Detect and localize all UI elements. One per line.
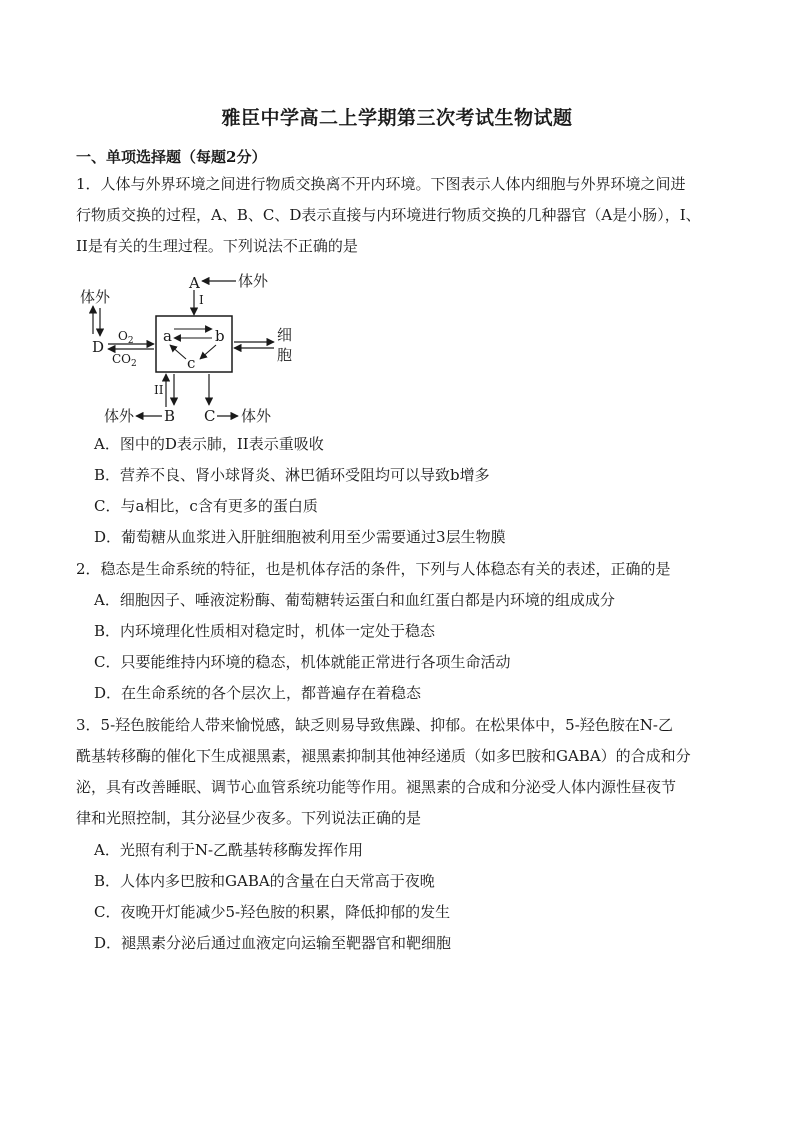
label-cell-2: 胞: [277, 346, 293, 364]
q3-option-b: B．人体内多巴胺和GABA的含量在白天常高于夜晚: [94, 872, 435, 890]
q1-line-3: II是有关的生理过程。下列说法不正确的是: [76, 237, 358, 255]
page-title: 雅臣中学高二上学期第三次考试生物试题: [221, 107, 573, 129]
label-outside-left: 体外: [80, 288, 111, 306]
q1-option-b: B．营养不良、肾小球肾炎、淋巴循环受阻均可以导致b增多: [94, 466, 490, 484]
label-a-fluid: a: [163, 327, 172, 345]
label-a-organ: A: [189, 274, 200, 292]
label-co2: $CO_2$: [112, 352, 137, 369]
q2-option-d: D．在生命系统的各个层次上，都普遍存在着稳态: [94, 684, 422, 702]
q3-option-c: C．夜晚开灯能减少5-羟色胺的积累，降低抑郁的发生: [94, 903, 451, 921]
q2-option-c: C．只要能维持内环境的稳态，机体就能正常进行各项生命活动: [94, 653, 511, 671]
q2-option-a: A．细胞因子、唾液淀粉酶、葡萄糖转运蛋白和血红蛋白都是内环境的组成成分: [94, 591, 615, 609]
q3-option-a: A．光照有利于N-乙酰基转移酶发挥作用: [94, 841, 364, 859]
q1-option-a: A．图中的D表示肺，II表示重吸收: [94, 435, 324, 453]
exchange-diagram: [76, 268, 316, 428]
q2-option-b: B．内环境理化性质相对稳定时，机体一定处于稳态: [94, 622, 436, 640]
section-heading: 一、单项选择题（每题2分）: [76, 148, 267, 166]
label-c-fluid: c: [187, 354, 196, 372]
arrow-c-to-a: [170, 345, 186, 359]
label-d-organ: D: [92, 338, 105, 356]
label-cell-1: 细: [277, 326, 293, 344]
label-o2: $O_2$: [118, 329, 134, 346]
q1-option-d: D．葡萄糖从血浆进入肝脏细胞被利用至少需要通过3层生物膜: [94, 528, 506, 546]
label-outside-bottom-left: 体外: [104, 407, 135, 425]
label-c-organ: C: [204, 407, 216, 425]
q3-line-2: 酰基转移酶的催化下生成褪黑素，褪黑素抑制其他神经递质（如多巴胺和GABA）的合成和分: [76, 747, 691, 765]
q3-option-d: D．褪黑素分泌后通过血液定向运输至靶器官和靶细胞: [94, 934, 452, 952]
label-b-organ: B: [164, 407, 176, 425]
arrow-b-to-c: [200, 345, 216, 359]
label-process-1: I: [199, 293, 204, 307]
q1-line-2: 行物质交换的过程，A、B、C、D表示直接与内环境进行物质交换的几种器官（A是小肠），I、: [76, 206, 701, 224]
q3-line-1: 3．5-羟色胺能给人带来愉悦感，缺乏则易导致焦躁、抑郁。在松果体中，5-羟色胺在N-乙: [76, 716, 673, 734]
q2-line-1: 2．稳态是生命系统的特征，也是机体存活的条件，下列与人体稳态有关的表述，正确的是: [76, 560, 671, 578]
label-b-fluid: b: [215, 327, 225, 345]
q3-line-4: 律和光照控制，其分泌昼少夜多。下列说法正确的是: [76, 809, 422, 827]
q1-line-1: 1．人体与外界环境之间进行物质交换离不开内环境。下图表示人体内细胞与外界环境之间进: [76, 175, 686, 193]
label-outside-top: 体外: [238, 272, 269, 290]
label-process-2: II: [154, 383, 164, 397]
label-outside-bottom-right: 体外: [241, 407, 272, 425]
q1-option-c: C．与a相比，c含有更多的蛋白质: [94, 497, 318, 515]
q3-line-3: 泌，具有改善睡眠、调节心血管系统功能等作用。褪黑素的合成和分泌受人体内源性昼夜节: [76, 778, 677, 796]
